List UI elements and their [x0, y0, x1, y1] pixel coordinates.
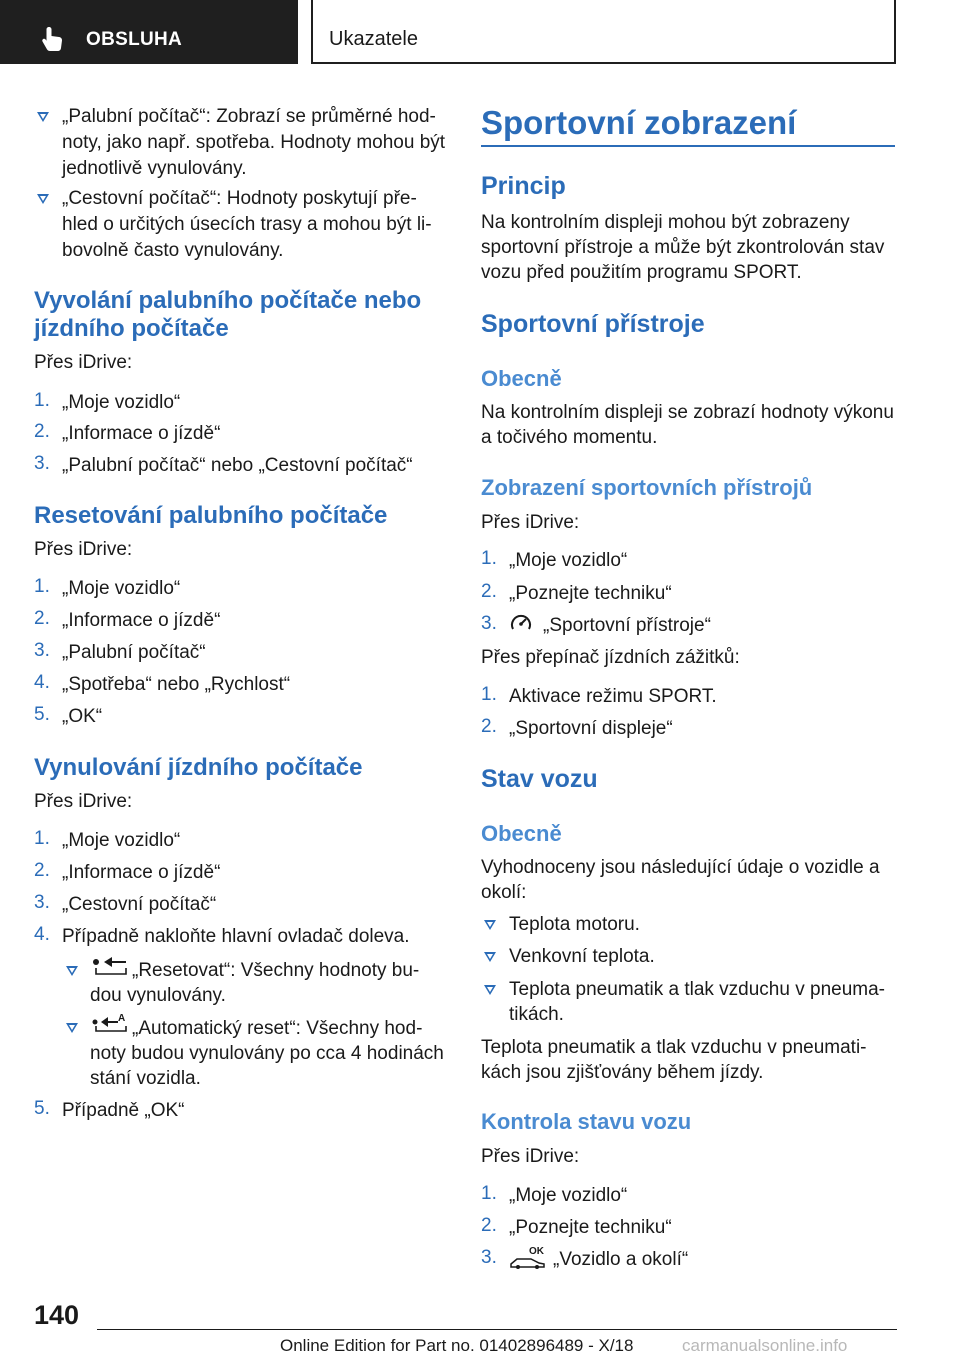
- section-title: Vyvolání palubního počítače nebo: [34, 287, 422, 314]
- princip-title: Princip: [481, 172, 566, 200]
- princip-text: Na kontrolním displeji mohou být zobrazeny: [481, 212, 850, 233]
- page-number: 140: [34, 1300, 80, 1330]
- via-idrive: Přes iDrive:: [481, 1146, 580, 1167]
- general-text: Vyhodnoceny jsou následující údaje o vozidle a: [481, 857, 880, 878]
- step-number: 4.: [34, 672, 50, 693]
- step-text: „Sportovní displeje“: [509, 718, 673, 739]
- intro-bullet-1-line1: „Palubní počítač“: Zobrazí se průměrné hod-: [62, 106, 436, 127]
- step-number: 1.: [481, 1183, 497, 1204]
- bullet-text: tikách.: [509, 1004, 564, 1025]
- bullet-text: Teplota motoru.: [509, 914, 640, 935]
- car-ok-icon: [509, 1244, 547, 1270]
- step-text: Případně „OK“: [62, 1100, 185, 1121]
- step-number: 4.: [34, 924, 50, 945]
- step-text: „Sportovní přístroje“: [543, 615, 711, 636]
- step-number: 2.: [34, 608, 50, 629]
- after-text: Teplota pneumatik a tlak vzduchu v pneumati-: [481, 1037, 867, 1058]
- step-number: 2.: [34, 860, 50, 881]
- step-text: „Palubní počítač“: [62, 642, 206, 663]
- sub-bullet-text: noty budou vynulovány po cca 4 hodinách: [90, 1043, 444, 1064]
- step-text: „Cestovní počítač“: [62, 894, 217, 915]
- gauge-icon: [509, 612, 533, 636]
- step-text: „Spotřeba“ nebo „Rychlost“: [62, 674, 291, 695]
- bullet-triangle-icon: [66, 966, 78, 976]
- step-number: 1.: [34, 576, 50, 597]
- step-text: „Informace o jízdě“: [62, 423, 221, 444]
- step-number: 3.: [34, 640, 50, 661]
- bullet-triangle-icon: [484, 920, 496, 930]
- step-number: 3.: [34, 453, 50, 474]
- display-title: Zobrazení sportovních přístrojů: [481, 475, 813, 500]
- step-text: „Informace o jízdě“: [62, 862, 221, 883]
- step-text: „Moje vozidlo“: [62, 392, 181, 413]
- step-number: 1.: [481, 548, 497, 569]
- step-number: 1.: [34, 828, 50, 849]
- step-number: 2.: [481, 716, 497, 737]
- step-number: 5.: [34, 1098, 50, 1119]
- via-idrive: Přes iDrive:: [34, 352, 133, 373]
- check-title: Kontrola stavu vozu: [481, 1109, 692, 1134]
- bullet-text: Teplota pneumatik a tlak vzduchu v pneuma-: [509, 979, 885, 1000]
- sub-bullet-text: stání vozidla.: [90, 1068, 201, 1089]
- step-text: „Poznejte techniku“: [509, 583, 672, 604]
- bullet-text: Venkovní teplota.: [509, 946, 655, 967]
- chapter-tab-label: Ukazatele: [329, 28, 418, 50]
- step-number: 3.: [481, 1247, 497, 1268]
- main-title: Sportovní zobrazení: [481, 104, 797, 141]
- watermark: carmanualsonline.info: [682, 1336, 848, 1355]
- section-title: Resetování palubního počítače: [34, 502, 388, 529]
- section-title-cont: jízdního počítače: [34, 315, 229, 342]
- sub-bullet-text: „Resetovat“: Všechny hodnoty bu-: [132, 960, 420, 981]
- after-text: kách jsou zjišťovány během jízdy.: [481, 1062, 764, 1083]
- step-number: 1.: [481, 684, 497, 705]
- footer-rule: [97, 1329, 897, 1330]
- sport-title: Sportovní přístroje: [481, 310, 705, 338]
- chapter-tab[interactable]: [311, 0, 896, 64]
- step-text: Aktivace režimu SPORT.: [509, 686, 717, 707]
- intro-bullet-1-line2: noty, jako např. spotřeba. Hodnoty mohou být: [62, 132, 446, 153]
- step-text: „Poznejte techniku“: [509, 1217, 672, 1238]
- intro-bullet-2-line3: bovolně často vynulovány.: [62, 240, 284, 261]
- via-idrive: Přes iDrive:: [34, 539, 133, 560]
- section-tab[interactable]: [0, 0, 298, 64]
- general-text: Na kontrolním displeji se zobrazí hodnoty výkonu: [481, 402, 894, 423]
- step-number: 3.: [481, 613, 497, 634]
- section-tab-label: OBSLUHA: [86, 29, 183, 50]
- general-text: okolí:: [481, 882, 527, 903]
- sub-bullet-text: dou vynulovány.: [90, 985, 226, 1006]
- step-text: „Moje vozidlo“: [62, 578, 181, 599]
- bullet-triangle-icon: [484, 952, 496, 962]
- princip-text: sportovní přístroje a může být zkontrolován stav: [481, 237, 885, 258]
- section-title: Vynulování jízdního počítače: [34, 754, 363, 781]
- step-text: „Moje vozidlo“: [509, 550, 628, 571]
- title-rule: [481, 145, 895, 147]
- hand-pointer-icon: [40, 26, 64, 52]
- sub-bullet-text: „Automatický reset“: Všechny hod-: [132, 1018, 423, 1039]
- intro-bullet-2-line1: „Cestovní počítač“: Hodnoty poskytují pře-: [62, 188, 417, 209]
- page-header: [0, 0, 960, 66]
- state-title: Stav vozu: [481, 765, 598, 793]
- bullet-triangle-icon: [37, 194, 49, 204]
- step-text: „Vozidlo a okolí“: [553, 1249, 689, 1270]
- edition-text: Online Edition for Part no. 01402896489 - X/18: [280, 1336, 634, 1355]
- step-number: 1.: [34, 390, 50, 411]
- step-number: 2.: [481, 581, 497, 602]
- svg-text:OK: OK: [529, 1246, 544, 1257]
- bullet-triangle-icon: [37, 112, 49, 122]
- general-title: Obecně: [481, 366, 562, 391]
- step-number: 2.: [481, 1215, 497, 1236]
- step-text: „OK“: [62, 706, 103, 727]
- bullet-triangle-icon: [66, 1023, 78, 1033]
- step-text: „Moje vozidlo“: [509, 1185, 628, 1206]
- bullet-triangle-icon: [484, 985, 496, 995]
- step-number: 2.: [34, 421, 50, 442]
- auto-reset-icon: [92, 1012, 128, 1034]
- step-text: „Moje vozidlo“: [62, 830, 181, 851]
- general-title: Obecně: [481, 821, 562, 846]
- svg-text:A: A: [118, 1013, 126, 1024]
- step-text: „Palubní počítač“ nebo „Cestovní počítač“: [62, 455, 413, 476]
- step-number: 5.: [34, 704, 50, 725]
- step-text: Případně nakloňte hlavní ovladač doleva.: [62, 926, 410, 947]
- reset-arrow-icon: [92, 956, 128, 978]
- intro-bullet-1-line3: jednotlivě vynulovány.: [62, 158, 247, 179]
- switch-via: Přes přepínač jízdních zážitků:: [481, 647, 740, 668]
- princip-text: vozu před použitím programu SPORT.: [481, 262, 802, 283]
- step-number: 3.: [34, 892, 50, 913]
- general-text: a točivého momentu.: [481, 427, 658, 448]
- step-text: „Informace o jízdě“: [62, 610, 221, 631]
- via-idrive: Přes iDrive:: [34, 791, 133, 812]
- via-idrive: Přes iDrive:: [481, 512, 580, 533]
- intro-bullet-2-line2: hled o určitých úsecích trasy a mohou být li-: [62, 214, 432, 235]
